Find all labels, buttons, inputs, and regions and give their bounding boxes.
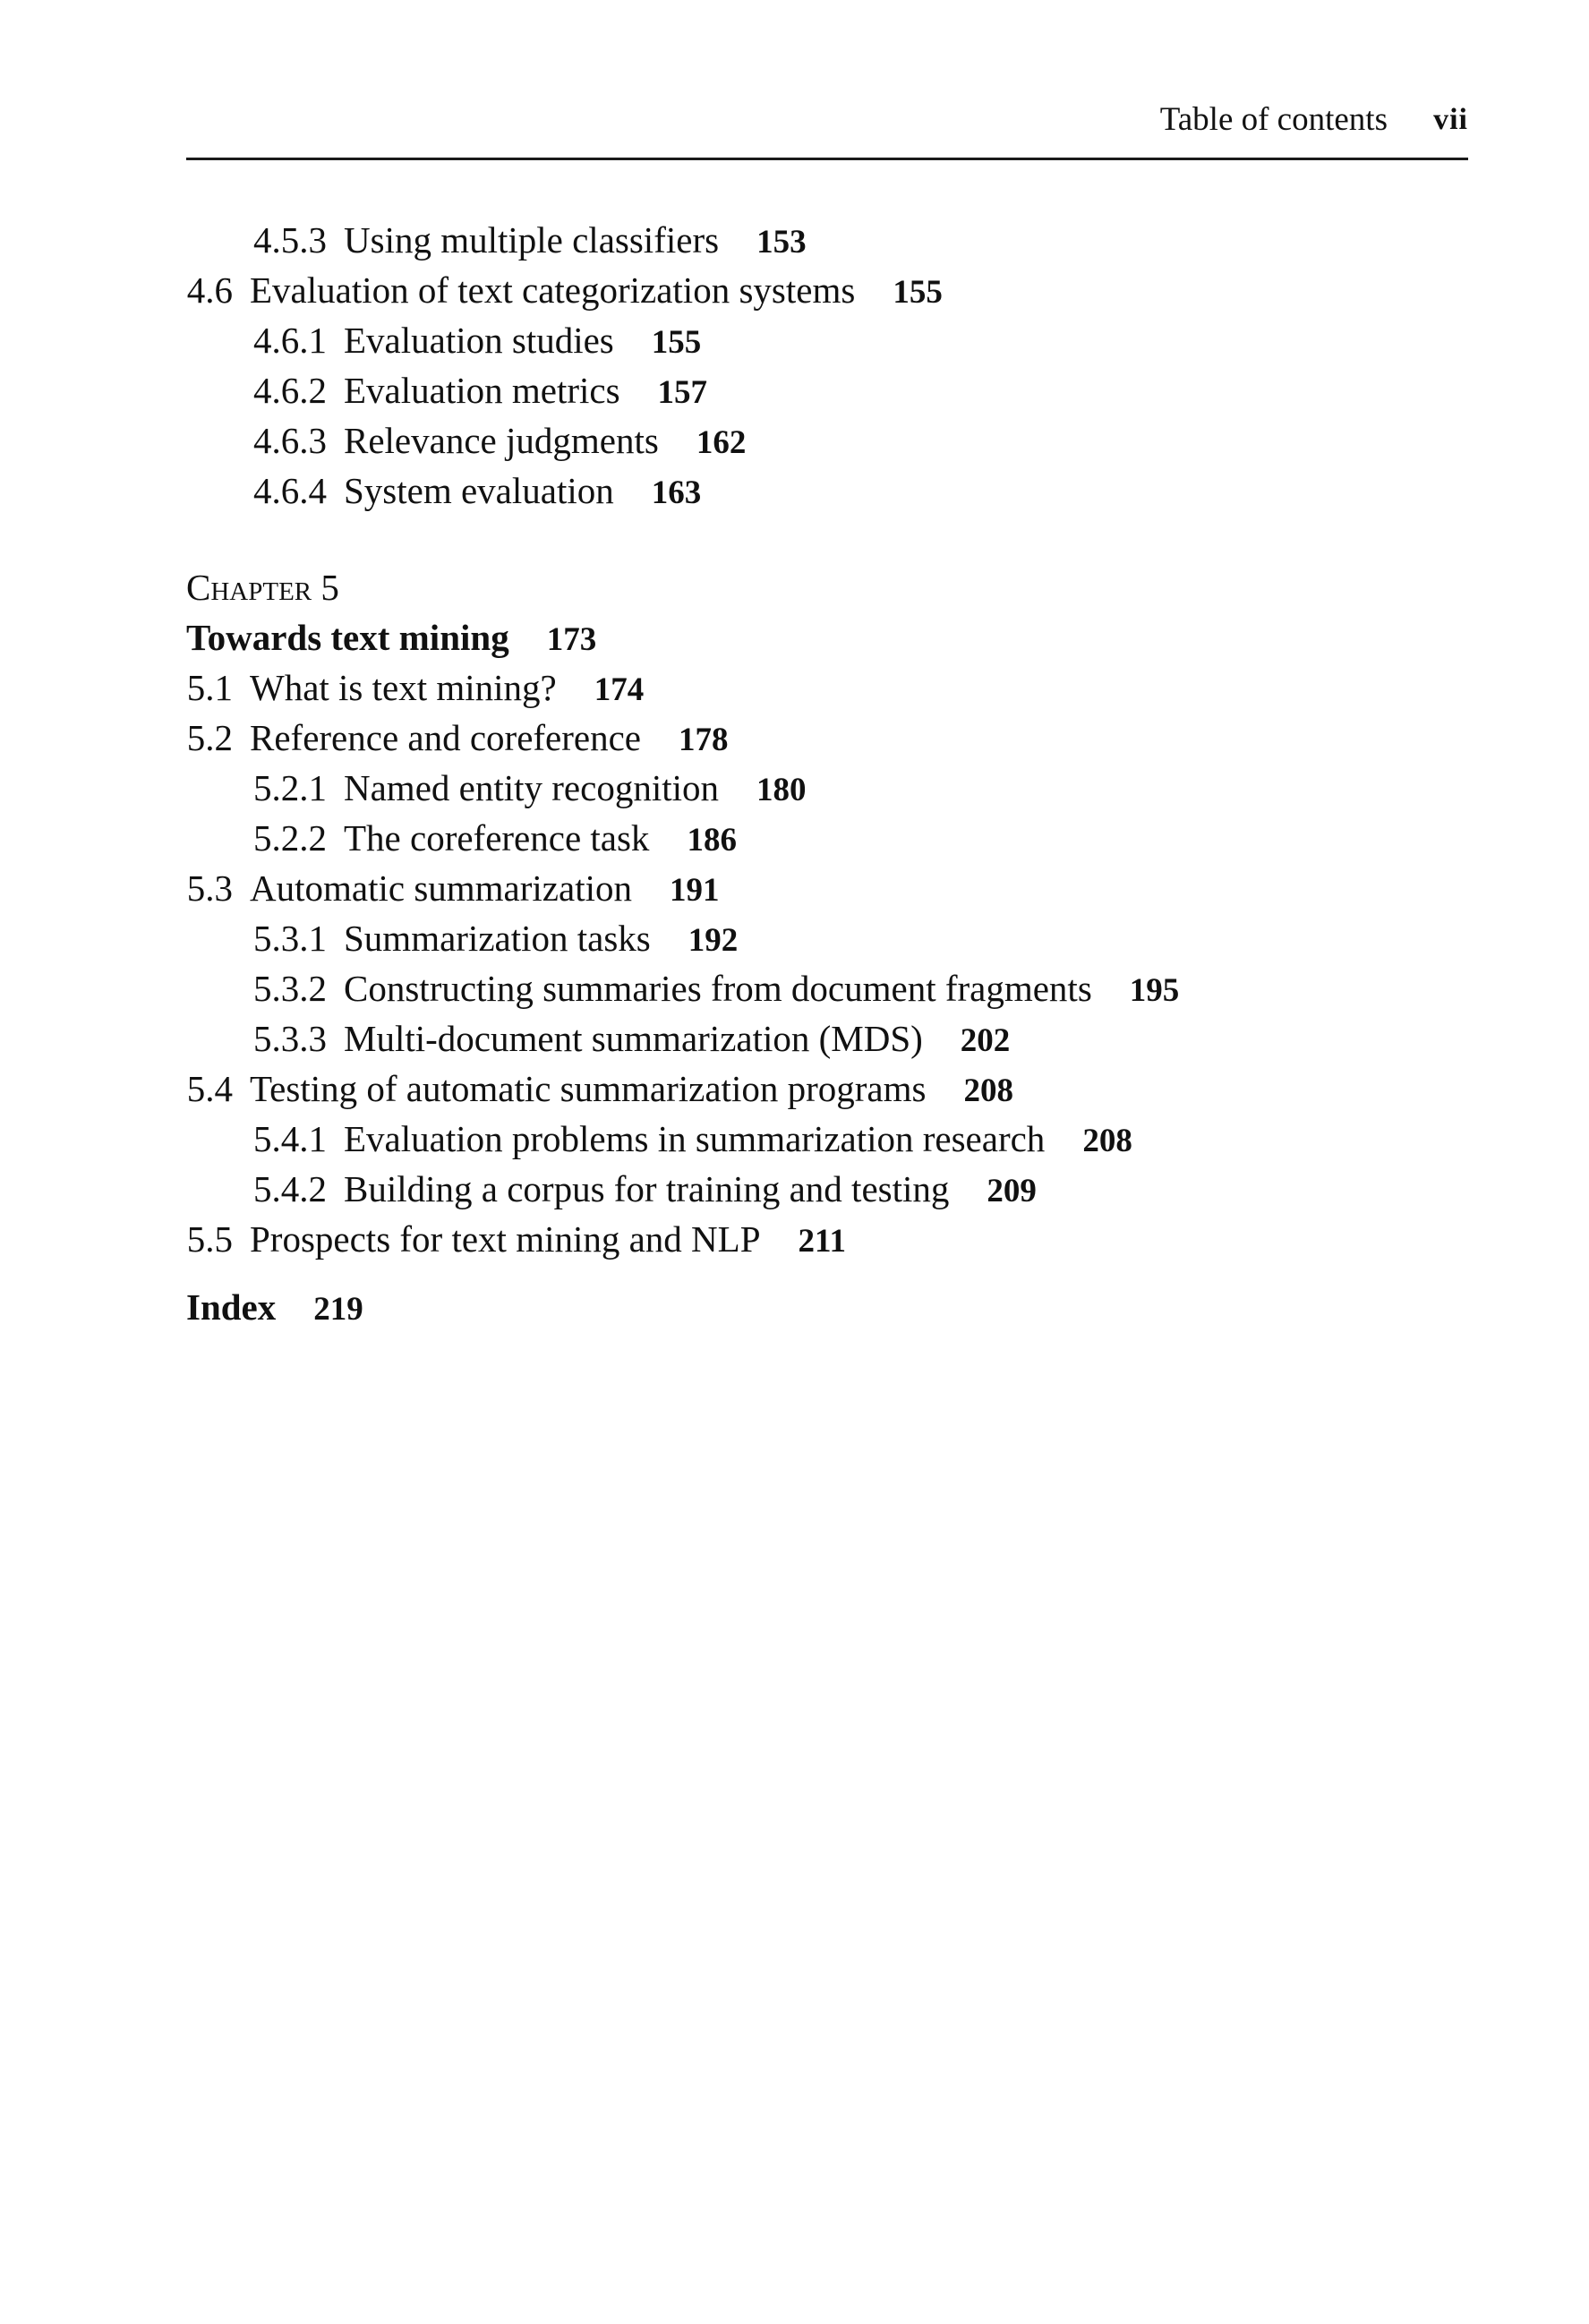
section-title: Prospects for text mining and NLP: [250, 1218, 761, 1260]
section-number: 4.6.4: [253, 470, 327, 511]
section-title: Testing of automatic summarization programs: [250, 1068, 927, 1109]
section-number: 5.4: [186, 1068, 233, 1109]
page-ref: 178: [679, 722, 729, 758]
section-number: 5.3.1: [253, 918, 327, 959]
page-ref: 173: [546, 621, 597, 658]
toc-entry[interactable]: [186, 1013, 1010, 1064]
section-number: 4.6.1: [253, 320, 327, 361]
page-ref: 155: [893, 274, 943, 311]
section-title: Evaluation metrics: [344, 370, 620, 411]
toc-entry[interactable]: [186, 763, 807, 813]
section-title: The coreference task: [344, 817, 650, 859]
toc-entry[interactable]: [186, 466, 701, 516]
section-number: 5.4.2: [253, 1168, 327, 1209]
section-number: 5.1: [186, 667, 233, 708]
section-title: Constructing summaries from document fragments: [344, 968, 1092, 1009]
section-number: 5.3.3: [253, 1018, 327, 1059]
section-title: Using multiple classifiers: [344, 219, 720, 261]
chapter-heading[interactable]: [186, 612, 596, 662]
section-number: 4.6.3: [253, 420, 327, 461]
toc-entry[interactable]: [186, 215, 807, 265]
toc-entry[interactable]: [186, 365, 707, 415]
section-title: Evaluation problems in summarization research: [344, 1118, 1046, 1159]
page-ref: 174: [594, 671, 645, 708]
section-number: 5.2.1: [253, 767, 327, 808]
section-number: 5.3: [186, 867, 233, 909]
section-number: 5.3.2: [253, 968, 327, 1009]
toc-entry[interactable]: [186, 713, 729, 763]
page-ref: 209: [987, 1173, 1037, 1209]
chapter-label: Chapter 5: [186, 567, 339, 608]
section-number: 5.5: [186, 1218, 233, 1260]
toc-entry[interactable]: [186, 1164, 1037, 1214]
page-ref: 191: [669, 872, 720, 909]
page-ref: 195: [1129, 972, 1180, 1009]
toc-entry[interactable]: [186, 1064, 1013, 1114]
section-title: What is text mining?: [250, 667, 557, 708]
section-title: Named entity recognition: [344, 767, 719, 808]
page-ref: 219: [313, 1291, 363, 1328]
section-title: Summarization tasks: [344, 918, 651, 959]
index-entry[interactable]: [186, 1282, 363, 1332]
index-title: Index: [186, 1286, 277, 1328]
page-ref: 208: [963, 1072, 1013, 1109]
page-ref: 211: [798, 1223, 846, 1260]
section-title: Reference and coreference: [250, 717, 641, 758]
table-of-contents: [186, 0, 1468, 2324]
page-ref: 163: [651, 474, 702, 511]
page-ref: 192: [688, 922, 739, 959]
section-title: System evaluation: [344, 470, 614, 511]
section-number: 4.6.2: [253, 370, 327, 411]
page-ref: 186: [687, 822, 737, 859]
chapter-title: Towards text mining: [186, 617, 509, 658]
toc-entry[interactable]: [186, 662, 644, 713]
page-ref: 157: [657, 374, 708, 411]
page-ref: 155: [651, 324, 702, 361]
toc-entry[interactable]: [186, 963, 1179, 1013]
page-ref: 180: [756, 772, 807, 808]
section-title: Evaluation studies: [344, 320, 614, 361]
toc-entry[interactable]: [186, 863, 719, 913]
page-ref: 208: [1082, 1123, 1132, 1159]
section-number: 4.6: [186, 269, 233, 311]
section-title: Relevance judgments: [344, 420, 659, 461]
page-ref: 202: [960, 1022, 1011, 1059]
toc-entry[interactable]: [186, 265, 943, 315]
section-number: 4.5.3: [253, 219, 327, 261]
page-ref: 162: [696, 424, 747, 461]
section-title: Multi-document summarization (MDS): [344, 1018, 923, 1059]
toc-entry[interactable]: [186, 913, 738, 963]
running-title: Table of contents: [1159, 101, 1388, 138]
page-number: vii: [1433, 103, 1468, 136]
section-number: 5.4.1: [253, 1118, 327, 1159]
toc-entry[interactable]: [186, 415, 746, 466]
toc-entry[interactable]: [186, 315, 701, 365]
toc-entry[interactable]: [186, 1114, 1132, 1164]
page-ref: 153: [756, 224, 807, 261]
section-number: 5.2: [186, 717, 233, 758]
toc-entry[interactable]: [186, 1214, 846, 1264]
section-number: 5.2.2: [253, 817, 327, 859]
section-title: Building a corpus for training and testing: [344, 1168, 950, 1209]
toc-entry[interactable]: [186, 813, 737, 863]
section-title: Evaluation of text categorization systems: [250, 269, 856, 311]
section-title: Automatic summarization: [250, 867, 632, 909]
